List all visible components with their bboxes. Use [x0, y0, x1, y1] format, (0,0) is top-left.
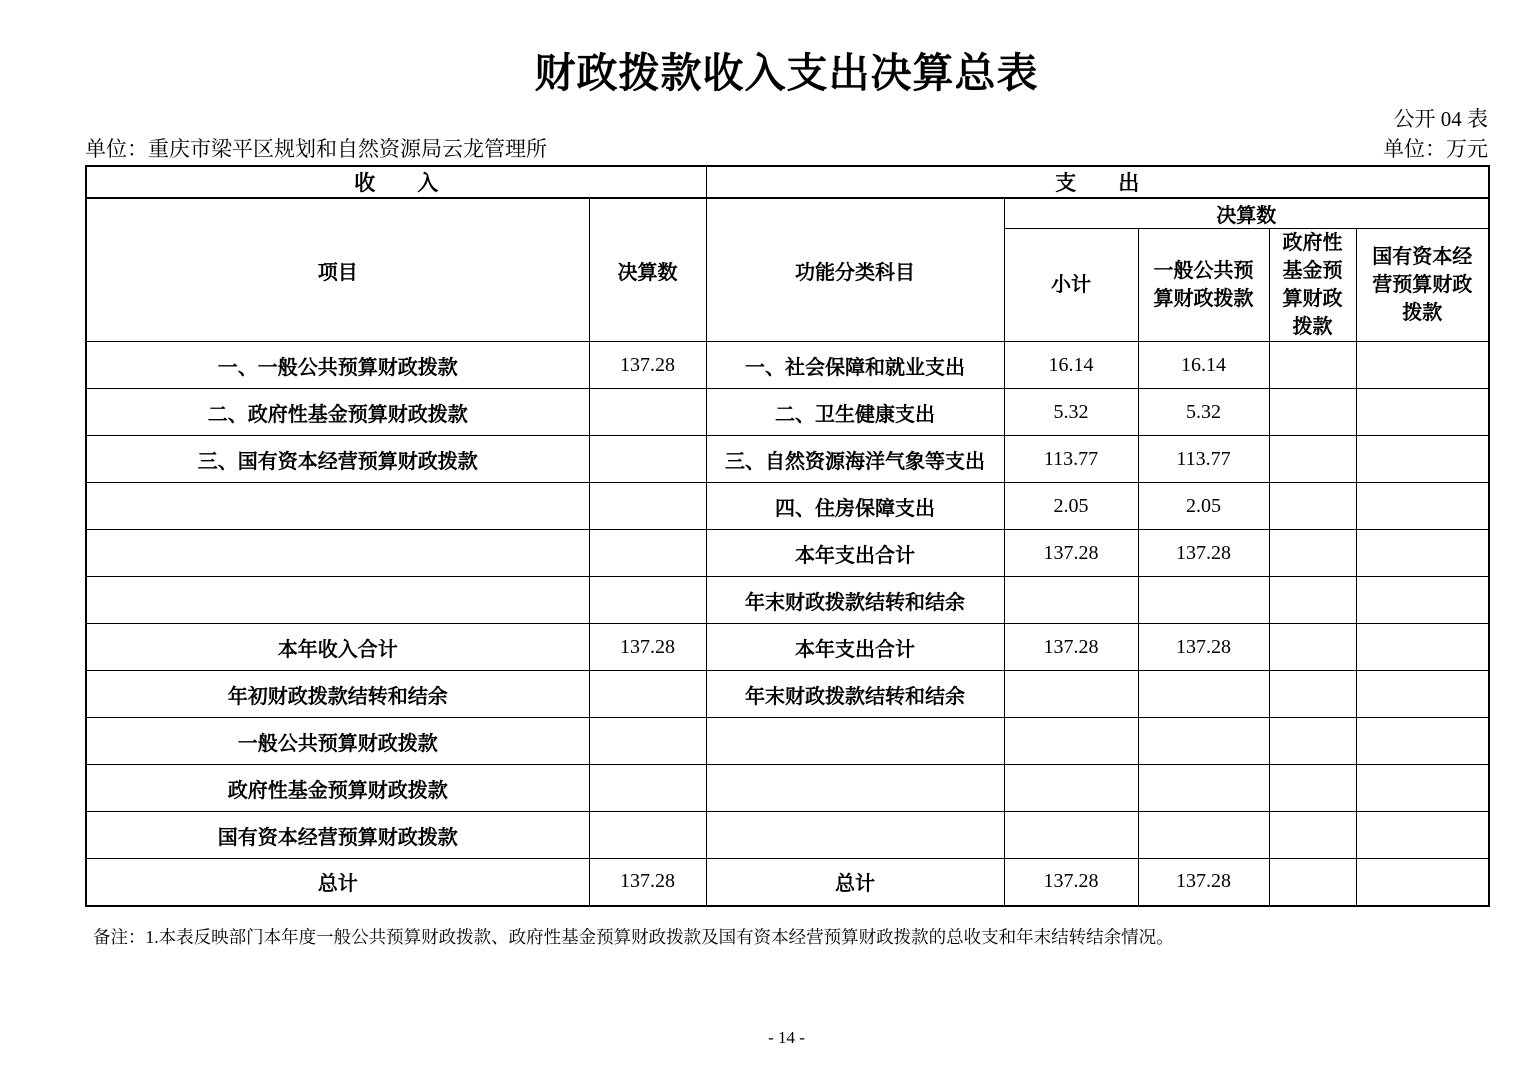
sheet: [85, 0, 1488, 948]
state-capital-value-cell: [1356, 718, 1489, 765]
income-item-cell: [86, 483, 589, 530]
expense-item-cell: 年末财政拨款结转和结余: [706, 577, 1004, 624]
general-value-cell: 5.32: [1138, 389, 1269, 436]
gov-fund-value-cell: [1269, 389, 1356, 436]
expense-item-cell: 四、住房保障支出: [706, 483, 1004, 530]
subtotal-value-cell: 137.28: [1004, 624, 1138, 671]
expense-item-cell: 二、卫生健康支出: [706, 389, 1004, 436]
subtotal-value-cell: [1004, 577, 1138, 624]
subtotal-value-cell: 113.77: [1004, 436, 1138, 483]
table-row: [86, 812, 1489, 859]
expense-item-cell: [706, 812, 1004, 859]
expense-item-cell: 总计: [706, 859, 1004, 906]
gov-fund-value-cell: [1269, 812, 1356, 859]
gov-fund-value-cell: [1269, 342, 1356, 389]
income-value-cell: [589, 577, 706, 624]
income-value-cell: 137.28: [589, 624, 706, 671]
unit-name: 单位：重庆市梁平区规划和自然资源局云龙管理所: [85, 137, 547, 162]
state-capital-value-cell: [1356, 483, 1489, 530]
expense-item-cell: [706, 718, 1004, 765]
income-header-cell: 收 入: [86, 166, 706, 198]
income-item-cell: 总计: [86, 859, 589, 906]
income-value-cell: 137.28: [589, 859, 706, 906]
income-value-cell: [589, 812, 706, 859]
subtotal-value-cell: [1004, 812, 1138, 859]
state-capital-value-cell: [1356, 577, 1489, 624]
subtotal-value-cell: 137.28: [1004, 859, 1138, 906]
final-group-header: 决算数: [1004, 198, 1489, 229]
subtotal-value-cell: [1004, 718, 1138, 765]
income-item-cell: [86, 577, 589, 624]
table-row: [86, 530, 1489, 577]
subtotal-value-cell: 5.32: [1004, 389, 1138, 436]
state-capital-value-cell: [1356, 389, 1489, 436]
general-value-cell: 137.28: [1138, 624, 1269, 671]
state-capital-value-cell: [1356, 624, 1489, 671]
state-capital-value-cell: [1356, 671, 1489, 718]
state-capital-value-cell: [1356, 812, 1489, 859]
general-value-cell: [1138, 765, 1269, 812]
income-item-cell: 二、政府性基金预算财政拨款: [86, 389, 589, 436]
subtotal-value-cell: 137.28: [1004, 530, 1138, 577]
state-capital-value-cell: [1356, 530, 1489, 577]
page-number: - 14 -: [768, 1028, 805, 1047]
table-row: [86, 436, 1489, 483]
table-row: [86, 483, 1489, 530]
table-row: [86, 342, 1489, 389]
state-capital-value-cell: [1356, 342, 1489, 389]
expense-item-cell: 一、社会保障和就业支出: [706, 342, 1004, 389]
general-value-cell: 137.28: [1138, 859, 1269, 906]
income-item-cell: 一、一般公共预算财政拨款: [86, 342, 589, 389]
expense-item-cell: 本年支出合计: [706, 530, 1004, 577]
subtotal-value-cell: [1004, 765, 1138, 812]
function-col-header: 功能分类科目: [706, 198, 1004, 342]
expense-item-cell: [706, 765, 1004, 812]
income-value-cell: 137.28: [589, 342, 706, 389]
expense-item-cell: 三、自然资源海洋气象等支出: [706, 436, 1004, 483]
general-value-cell: [1138, 671, 1269, 718]
currency-unit: 单位：万元: [1383, 137, 1488, 162]
footnote: 备注：1.本表反映部门本年度一般公共预算财政拨款、政府性基金预算财政拨款及国有资本经营预算财政拨款的总收支和年末结转结余情况。: [93, 926, 1174, 947]
gov-fund-value-cell: [1269, 483, 1356, 530]
general-value-cell: 2.05: [1138, 483, 1269, 530]
gov-fund-value-cell: [1269, 624, 1356, 671]
page-title: 财政拨款收入支出决算总表: [534, 50, 1039, 96]
general-value-cell: 113.77: [1138, 436, 1269, 483]
subtotal-value-cell: 16.14: [1004, 342, 1138, 389]
general-value-cell: 16.14: [1138, 342, 1269, 389]
table-row: [86, 624, 1489, 671]
table-row: [86, 859, 1489, 906]
general-value-cell: [1138, 812, 1269, 859]
income-value-cell: [589, 765, 706, 812]
item-col-header: 项目: [86, 198, 589, 342]
general-value-cell: 137.28: [1138, 530, 1269, 577]
subtotal-col-header: 小计: [1004, 229, 1138, 342]
form-code: 公开 04 表: [1393, 107, 1488, 132]
income-item-cell: 年初财政拨款结转和结余: [86, 671, 589, 718]
gov-fund-value-cell: [1269, 577, 1356, 624]
subtotal-value-cell: [1004, 671, 1138, 718]
table-row: [86, 389, 1489, 436]
gov-fund-value-cell: [1269, 859, 1356, 906]
income-value-cell: [589, 389, 706, 436]
income-value-cell: [589, 671, 706, 718]
table-row: [86, 577, 1489, 624]
column-group-row: [86, 198, 1489, 229]
expense-item-cell: 年末财政拨款结转和结余: [706, 671, 1004, 718]
state-capital-value-cell: [1356, 765, 1489, 812]
income-item-cell: 政府性基金预算财政拨款: [86, 765, 589, 812]
income-value-cell: [589, 530, 706, 577]
state-capital-col-header: 国有资本经营预算财政拨款: [1356, 229, 1489, 342]
general-value-cell: [1138, 718, 1269, 765]
income-value-cell: [589, 718, 706, 765]
expense-header-cell: 支 出: [706, 166, 1489, 198]
section-header-row: [86, 166, 1489, 198]
expense-item-cell: 本年支出合计: [706, 624, 1004, 671]
table-row: [86, 765, 1489, 812]
income-item-cell: 三、国有资本经营预算财政拨款: [86, 436, 589, 483]
table-row: [86, 718, 1489, 765]
gov-fund-col-header: 政府性基金预算财政拨款: [1269, 229, 1356, 342]
state-capital-value-cell: [1356, 859, 1489, 906]
income-item-cell: 一般公共预算财政拨款: [86, 718, 589, 765]
income-value-cell: [589, 483, 706, 530]
gov-fund-value-cell: [1269, 765, 1356, 812]
table-row: [86, 671, 1489, 718]
gov-fund-value-cell: [1269, 671, 1356, 718]
income-value-cell: [589, 436, 706, 483]
gov-fund-value-cell: [1269, 718, 1356, 765]
general-value-cell: [1138, 577, 1269, 624]
income-item-cell: 国有资本经营预算财政拨款: [86, 812, 589, 859]
general-budget-col-header: 一般公共预算财政拨款: [1138, 229, 1269, 342]
gov-fund-value-cell: [1269, 436, 1356, 483]
income-item-cell: [86, 530, 589, 577]
state-capital-value-cell: [1356, 436, 1489, 483]
income-item-cell: 本年收入合计: [86, 624, 589, 671]
gov-fund-value-cell: [1269, 530, 1356, 577]
meta-row: [85, 137, 1488, 162]
subtotal-value-cell: 2.05: [1004, 483, 1138, 530]
income-final-col-header: 决算数: [589, 198, 706, 342]
fiscal-table: [85, 165, 1490, 907]
